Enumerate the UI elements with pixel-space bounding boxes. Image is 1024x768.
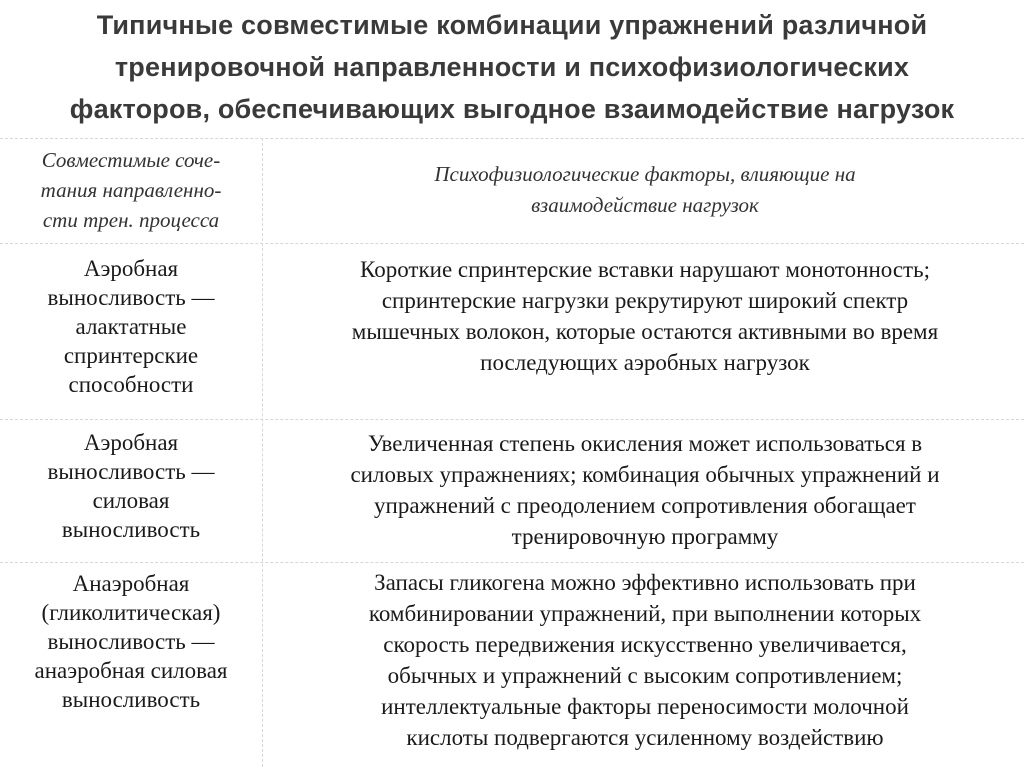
- table-row: [0, 419, 1024, 563]
- row-right-line: спринтерские нагрузки рекрутируют широкий спектр: [381, 288, 909, 313]
- table-row: [0, 562, 1024, 768]
- row-left-line: анаэробная силовая: [34, 658, 228, 683]
- row-left-line: выносливость: [61, 517, 201, 542]
- row-right-line: Запасы гликогена можно эффективно использовать при: [374, 570, 916, 595]
- row-left-line: выносливость —: [47, 629, 215, 654]
- row-right-line: тренировочную программу: [511, 524, 779, 549]
- row-left-line: силовая: [92, 488, 170, 513]
- row-left-line: выносливость: [61, 687, 201, 712]
- table-header-row: [0, 138, 1024, 244]
- row-right-line: мышечных волокон, которые остаются активными во время: [351, 319, 939, 344]
- row-right-line: интеллектуальные факторы переносимости молочной: [381, 694, 909, 719]
- row-right-line: упражнений с преодолением сопротивления обогащает: [374, 493, 916, 518]
- title-line-2: тренировочной направленности и психофизиологических: [114, 52, 910, 82]
- row-factors-cell: [266, 428, 1024, 552]
- row-left-line: алактатные: [75, 314, 187, 339]
- title-line-3: факторов, обеспечивающих выгодное взаимодействие нагрузок: [69, 94, 955, 124]
- row-right-line: обычных и упражнений с высоким сопротивлением;: [387, 663, 903, 688]
- row-left-line: Аэробная: [83, 256, 179, 281]
- row-combination-cell: [0, 569, 262, 714]
- row-right-line: кислоты подвергаются усиленному воздействию: [406, 725, 884, 750]
- header-left-line: тания направленно-: [40, 178, 222, 202]
- row-left-line: спринтерские: [63, 343, 199, 368]
- row-left-line: выносливость —: [47, 285, 215, 310]
- header-right-line: взаимодействие нагрузок: [531, 193, 759, 217]
- row-right-line: комбинировании упражнений, при выполнении которых: [368, 601, 922, 626]
- row-left-line: Анаэробная: [72, 571, 190, 596]
- row-left-line: Аэробная: [83, 430, 179, 455]
- header-right-line: Психофизиологические факторы, влияющие на: [434, 162, 856, 186]
- row-left-line: (гликолитическая): [41, 600, 221, 625]
- row-right-line: силовых упражнениях; комбинация обычных упражнений и: [350, 462, 940, 487]
- page-title: [0, 4, 1024, 130]
- row-right-line: последующих аэробных нагрузок: [480, 350, 810, 375]
- header-cell-combinations: [0, 145, 262, 235]
- row-left-line: способности: [68, 372, 194, 397]
- row-factors-cell: [266, 567, 1024, 753]
- table-row: [0, 243, 1024, 420]
- title-line-1: Типичные совместимые комбинации упражнений различной: [96, 10, 928, 40]
- row-factors-cell: [266, 254, 1024, 378]
- row-combination-cell: [0, 254, 262, 399]
- row-combination-cell: [0, 428, 262, 544]
- row-left-line: выносливость —: [47, 459, 215, 484]
- row-right-line: Короткие спринтерские вставки нарушают монотонность;: [360, 257, 930, 282]
- header-cell-factors: [266, 159, 1024, 221]
- row-right-line: Увеличенная степень окисления может использоваться в: [367, 431, 923, 456]
- header-left-line: Совместимые соче-: [41, 148, 221, 172]
- row-right-line: скорость передвижения искусственно увеличивается,: [383, 632, 907, 657]
- header-left-line: сти трен. процесса: [42, 208, 220, 232]
